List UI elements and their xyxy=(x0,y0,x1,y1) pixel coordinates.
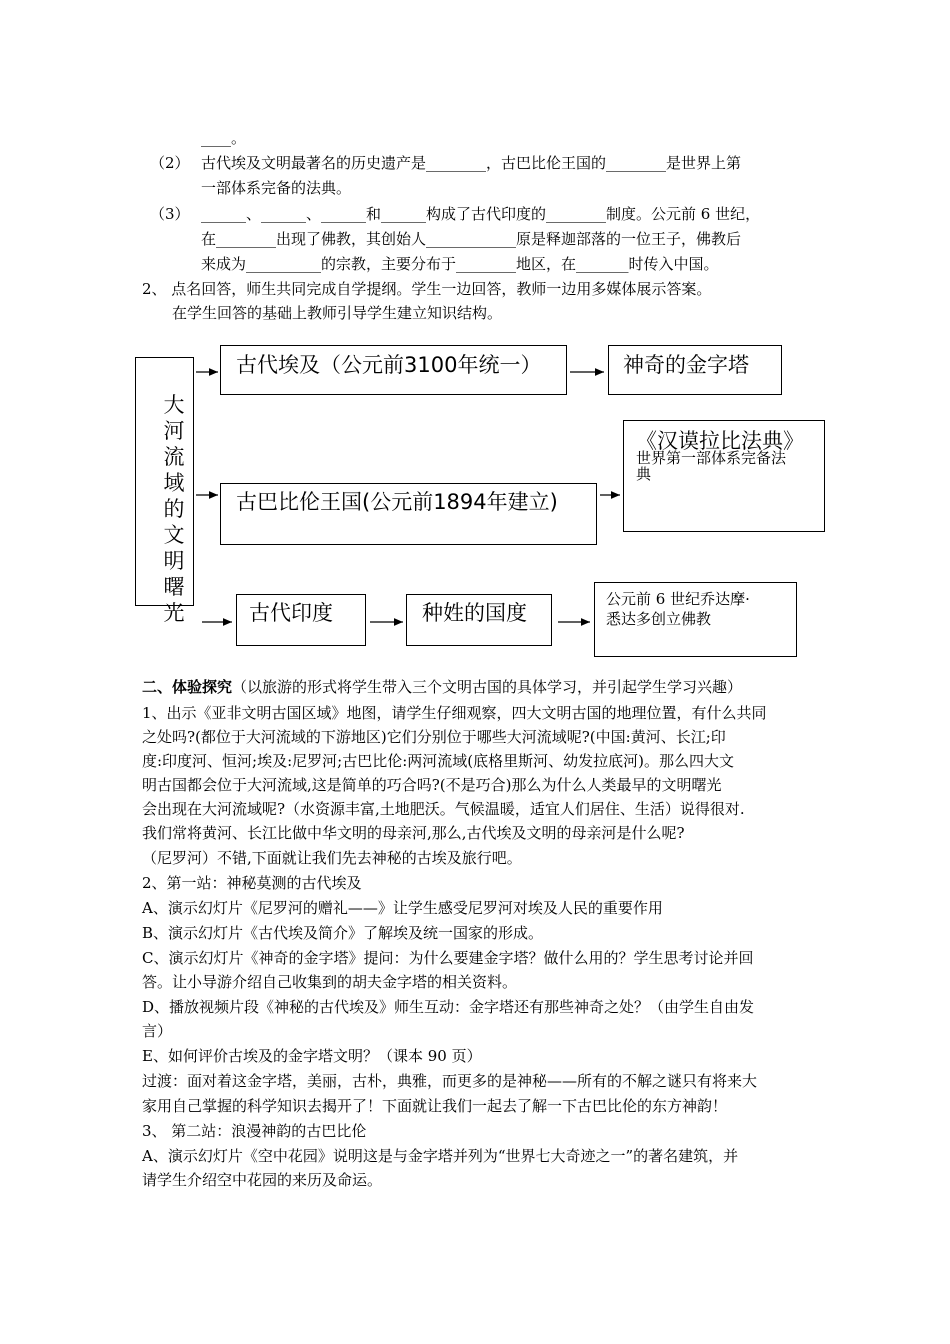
paragraph-line: 答。让小导游介绍自己收集到的胡夫金字塔的相关资料。 xyxy=(142,973,518,991)
paragraph-line: C、演示幻灯片《神奇的金字塔》提问：为什么要建金字塔？做什么用的？学生思考讨论并回 xyxy=(142,949,754,967)
paragraph-line: D、播放视频片段《神秘的古代埃及》师生互动：金字塔还有那些神奇之处？（由学生自由发 xyxy=(142,998,755,1016)
outline-line: 古代埃及文明最著名的历史遗产是________，古巴比伦王国的________是世界上第 xyxy=(201,154,742,172)
code-title: 《汉谟拉比法典》 xyxy=(636,429,804,453)
paragraph-line: 1、出示《亚非文明古国区域》地图，请学生仔细观察，四大文明古国的地理位置，有什么共同 xyxy=(142,704,767,722)
babylon-label: 古巴比伦王国(公元前1894年建立) xyxy=(236,490,558,514)
code-desc: 世界第一部体系完备法 xyxy=(636,449,787,467)
paragraph-line: 会出现在大河流域呢?（水资源丰富,土地肥沃。气候温暖，适宜人们居住、生活）说得很对. xyxy=(142,800,745,818)
paragraph-line: E、如何评价古埃及的金字塔文明？（课本 90 页） xyxy=(142,1047,482,1065)
paragraph-line: 言） xyxy=(142,1022,173,1040)
station-2-heading: 3、 第二站：浪漫神韵的古巴比伦 xyxy=(142,1122,367,1140)
paragraph-line: 度:印度河、恒河;埃及:尼罗河;古巴比伦:两河流域(底格里斯河、幼发拉底河)。那么四大文 xyxy=(142,752,734,770)
paragraph-line: 之处吗?(都位于大河流域的下游地区)它们分别位于哪些大河流域呢?(中国:黄河、长江;印 xyxy=(142,728,726,746)
paragraph-line: A、演示幻灯片《空中花园》说明这是与金字塔并列为“世界七大奇迹之一”的著名建筑，并 xyxy=(142,1147,739,1165)
blank-line: ____。 xyxy=(201,129,247,147)
paragraph-line: 我们常将黄河、长江比做中华文明的母亲河,那么,古代埃及文明的母亲河是什么呢? xyxy=(142,824,685,842)
caste-label: 种姓的国度 xyxy=(422,601,527,625)
outline-line: 在________出现了佛教，其创始人____________原是释迦部落的一位王子，佛教后 xyxy=(201,230,742,248)
paragraph-line: （尼罗河）不错,下面就让我们先去神秘的古埃及旅行吧。 xyxy=(142,849,522,867)
item-number-3: （3） xyxy=(150,205,190,223)
step-2-line: 2、 点名回答，师生共同完成自学提纲。学生一边回答，教师一边用多媒体展示答案。 xyxy=(142,280,712,298)
pyramid-label: 神奇的金字塔 xyxy=(623,353,749,377)
egypt-label: 古代埃及（公元前3100年统一） xyxy=(236,353,542,377)
root-label: 大河流域的文明曙光 xyxy=(163,393,185,625)
paragraph-line: 明古国都会位于大河流域,这是简单的巧合吗?(不是巧合)那么为什么人类最早的文明曙光 xyxy=(142,776,722,794)
paragraph-line: B、演示幻灯片《古代埃及简介》了解埃及统一国家的形成。 xyxy=(142,924,544,942)
section-2-heading xyxy=(142,676,742,698)
outline-line: 一部体系完备的法典。 xyxy=(201,179,352,197)
station-1-heading: 2、第一站：神秘莫测的古代埃及 xyxy=(142,874,362,892)
india-label: 古代印度 xyxy=(249,601,333,625)
section-2-subtitle: （以旅游的形式将学生带入三个文明古国的具体学习，并引起学生学习兴趣） xyxy=(232,678,743,696)
outline-line: ______、______、______和______构成了古代印度的________制度。公元前 6 世纪， xyxy=(201,205,761,223)
outline-line: 来成为__________的宗教，主要分布于________地区，在_______时传入中国。 xyxy=(201,255,719,273)
code-desc-cont: 典 xyxy=(636,465,652,483)
step-2-desc: 在学生回答的基础上教师引导学生建立知识结构。 xyxy=(172,304,503,322)
paragraph-line: A、演示幻灯片《尼罗河的赠礼——》让学生感受尼罗河对埃及人民的重要作用 xyxy=(142,899,663,917)
buddhism-label-cont: 悉达多创立佛教 xyxy=(606,610,712,628)
paragraph-line: 请学生介绍空中花园的来历及命运。 xyxy=(142,1171,383,1189)
paragraph-line: 过渡：面对着这金字塔，美丽，古朴，典雅，而更多的是神秘——所有的不解之谜只有将来大 xyxy=(142,1072,758,1090)
paragraph-line: 家用自己掌握的科学知识去揭开了！下面就让我们一起去了解一下古巴比伦的东方神韵！ xyxy=(142,1097,728,1115)
section-2-title: 二、体验探究 xyxy=(142,678,233,696)
buddhism-label: 公元前 6 世纪乔达摩· xyxy=(606,590,750,608)
item-number-2: （2） xyxy=(150,154,190,172)
